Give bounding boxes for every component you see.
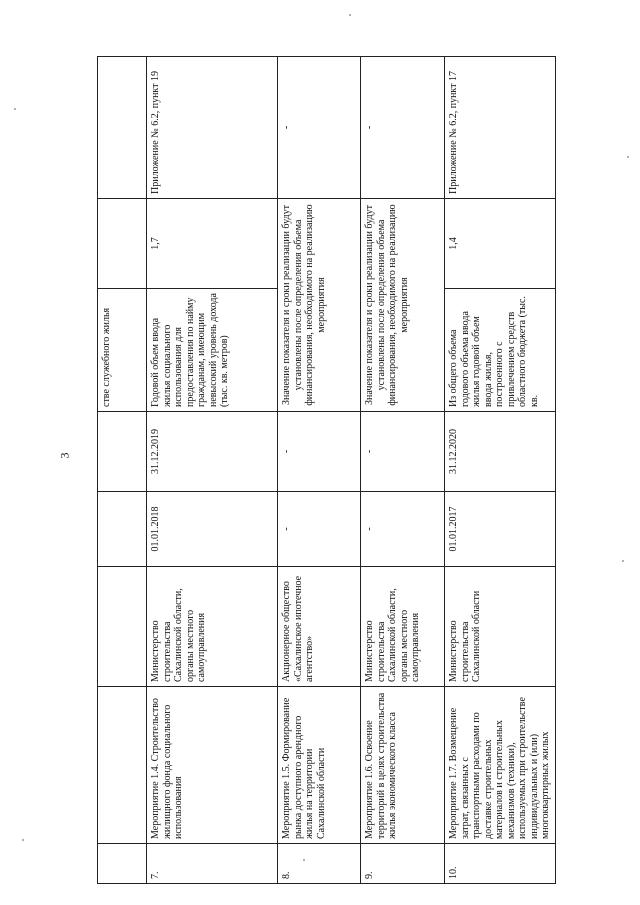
table-row [278,57,361,884]
scan-speck [627,156,629,158]
value-cell [98,199,147,289]
executor-cell: Министерство строительства Сахалинской области, органы местного самоуправления [147,567,278,687]
value-cell: 1,4 [445,199,556,289]
end-date-cell: 31.12.2019 [147,412,278,492]
merged-indicator-cell: Значение показателя и сроки реализации будут установлены после определения объема финансирования, необходимого на реализацию мероприятия [278,199,361,412]
rotated-table-wrapper [97,57,551,884]
end-date-cell: - [361,412,445,492]
note-cell [98,57,147,199]
indicator-cell: Из общего объема годового объема ввода жилья годовой объем ввода жилья, построенного с привлечением средств областного бюджета (тыс. кв. [445,289,556,412]
indicator-cell: Годовой объем ввода жилья социального использования для предоставления по найму гражданам, имеющим невысокий уровень дохода (тыс. кв. метров) [147,289,278,412]
event-cell: Мероприятие 1.5. Формирование рынка доступного арендного жилья на территории Сахалинской области [278,687,361,844]
row-number-cell [98,844,147,884]
end-date-cell [98,412,147,492]
scan-speck [349,14,351,16]
start-date-cell: 01.01.2018 [147,492,278,567]
activities-table [97,56,556,884]
scan-speck [22,839,24,841]
indicator-cell: стве служебного жилья [98,289,147,412]
executor-cell: Министерство строительства Сахалинской области [445,567,556,687]
note-cell: Приложение № 6.2, пункт 17 [445,57,556,199]
scan-speck [14,108,16,110]
executor-cell: Министерство строительства Сахалинской области, органы местного самоуправления [361,567,445,687]
table-row [361,57,445,884]
event-cell: Мероприятие 1.7. Возмещение затрат, связанных с транспортными расходами по доставке строительных материалов и строительных механизмов (техники), используемых при строительстве индивидуальных и (или) многоквартирных жилых [445,687,556,844]
note-cell: Приложение № 6.2, пункт 19 [147,57,278,199]
merged-indicator-cell: Значение показателя и сроки реализации будут установлены после определения объема финансирования, необходимого на реализацию мероприятия [361,199,445,412]
scan-speck [622,560,624,562]
scan-speck [303,859,305,861]
table-row [98,57,147,884]
note-cell: - [278,57,361,199]
start-date-cell [98,492,147,567]
row-number-cell: 7. [147,844,278,884]
event-cell: Мероприятие 1.6. Освоение территорий в целях строительства жилья экономического класса [361,687,445,844]
page-number: 3 [57,452,72,459]
row-number-cell: 10. [445,844,556,884]
end-date-cell: 31.12.2020 [445,412,556,492]
end-date-cell: - [278,412,361,492]
start-date-cell: - [278,492,361,567]
executor-cell [98,567,147,687]
event-cell: Мероприятие 1.4. Строительство жилищного фонда социального использования [147,687,278,844]
event-cell [98,687,147,844]
row-number-cell: 9. [361,844,445,884]
executor-cell: Акционерное общество «Сахалинское ипотечное агентство» [278,567,361,687]
note-cell: - [361,57,445,199]
start-date-cell: 01.01.2017 [445,492,556,567]
value-cell: 1,7 [147,199,278,289]
start-date-cell: - [361,492,445,567]
table-row [445,57,556,884]
table-row [147,57,278,884]
row-number-cell: 8. [278,844,361,884]
